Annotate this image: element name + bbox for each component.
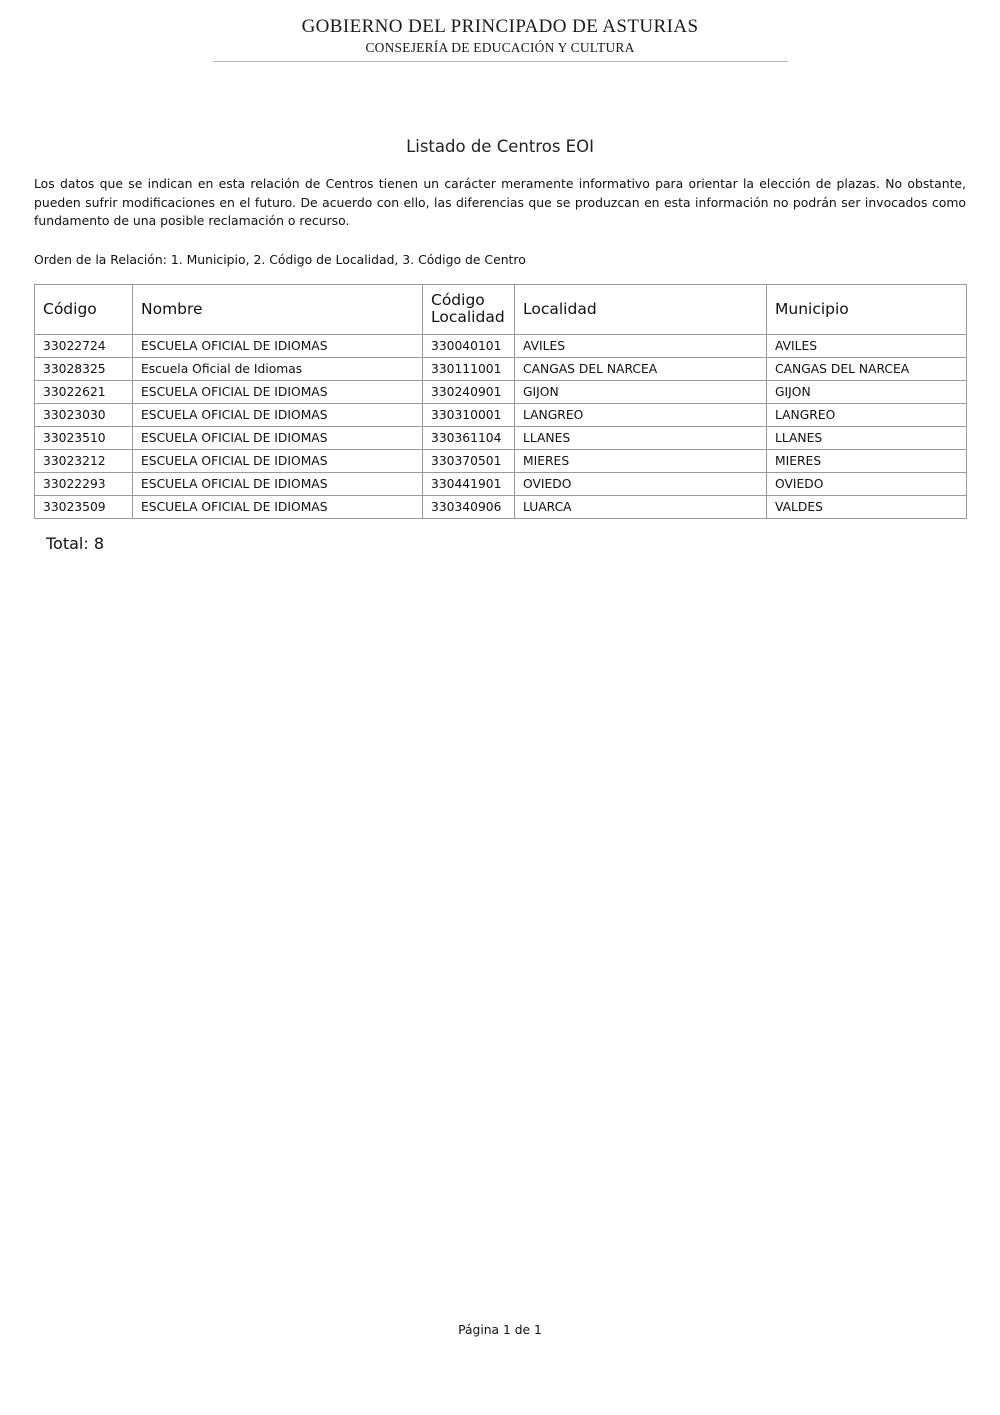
cell-municipio: AVILES xyxy=(767,334,967,357)
cell-municipio: MIERES xyxy=(767,449,967,472)
cell-codigo: 33023212 xyxy=(35,449,133,472)
cell-municipio: VALDES xyxy=(767,495,967,518)
document-header xyxy=(0,0,1000,62)
cell-localidad: MIERES xyxy=(515,449,767,472)
cell-codigo-localidad: 330370501 xyxy=(423,449,515,472)
cell-codigo: 33023509 xyxy=(35,495,133,518)
table-row xyxy=(35,380,967,403)
cell-nombre: ESCUELA OFICIAL DE IDIOMAS xyxy=(133,380,423,403)
cell-codigo-localidad: 330441901 xyxy=(423,472,515,495)
cell-nombre: ESCUELA OFICIAL DE IDIOMAS xyxy=(133,426,423,449)
cell-codigo-localidad: 330240901 xyxy=(423,380,515,403)
cell-codigo: 33022724 xyxy=(35,334,133,357)
total-label: Total: 8 xyxy=(46,533,105,553)
cell-codigo: 33022621 xyxy=(35,380,133,403)
cell-nombre: ESCUELA OFICIAL DE IDIOMAS xyxy=(133,334,423,357)
cell-localidad: LANGREO xyxy=(515,403,767,426)
cell-codigo: 33023030 xyxy=(35,403,133,426)
cell-municipio: GIJON xyxy=(767,380,967,403)
intro-paragraph: Los datos que se indican en esta relación de Centros tienen un carácter meramente informativo para orientar la elección de plazas. No obstante, pueden sufrir modificaciones en el futuro. De acuerdo con ello, las diferencias que se produzcan en esta información no podrán ser invocados como fundamento de una posible reclamación o recurso. xyxy=(34,176,966,229)
table-body xyxy=(35,334,967,518)
cell-codigo: 33028325 xyxy=(35,357,133,380)
cell-localidad: CANGAS DEL NARCEA xyxy=(515,357,767,380)
column-header-nombre: Nombre xyxy=(133,284,423,334)
cell-localidad: LLANES xyxy=(515,426,767,449)
cell-municipio: LLANES xyxy=(767,426,967,449)
column-header-codigo: Código xyxy=(35,284,133,334)
cell-codigo: 33023510 xyxy=(35,426,133,449)
table-row xyxy=(35,334,967,357)
column-header-municipio: Municipio xyxy=(767,284,967,334)
table-header-row xyxy=(35,284,967,334)
cell-nombre: ESCUELA OFICIAL DE IDIOMAS xyxy=(133,449,423,472)
cell-municipio: OVIEDO xyxy=(767,472,967,495)
cell-localidad: GIJON xyxy=(515,380,767,403)
document-body xyxy=(34,175,966,553)
table-header xyxy=(35,284,967,334)
cell-nombre: ESCUELA OFICIAL DE IDIOMAS xyxy=(133,495,423,518)
table-row xyxy=(35,449,967,472)
header-department: CONSEJERÍA DE EDUCACIÓN Y CULTURA xyxy=(365,40,635,55)
cell-codigo-localidad: 330310001 xyxy=(423,403,515,426)
header-organization: GOBIERNO DEL PRINCIPADO DE ASTURIAS xyxy=(301,16,699,37)
cell-codigo-localidad: 330340906 xyxy=(423,495,515,518)
table-row xyxy=(35,403,967,426)
column-header-codigo-localidad: Código Localidad xyxy=(423,284,515,334)
cell-localidad: AVILES xyxy=(515,334,767,357)
cell-codigo-localidad: 330111001 xyxy=(423,357,515,380)
cell-municipio: LANGREO xyxy=(767,403,967,426)
table-row xyxy=(35,357,967,380)
table-row xyxy=(35,472,967,495)
centros-table xyxy=(34,284,967,519)
cell-codigo: 33022293 xyxy=(35,472,133,495)
column-header-localidad: Localidad xyxy=(515,284,767,334)
cell-municipio: CANGAS DEL NARCEA xyxy=(767,357,967,380)
page-title: Listado de Centros EOI xyxy=(406,137,594,156)
cell-nombre: ESCUELA OFICIAL DE IDIOMAS xyxy=(133,403,423,426)
header-divider xyxy=(213,61,788,62)
table-row xyxy=(35,426,967,449)
order-line: Orden de la Relación: 1. Municipio, 2. Código de Localidad, 3. Código de Centro xyxy=(34,251,526,267)
cell-localidad: LUARCA xyxy=(515,495,767,518)
page-footer: Página 1 de 1 xyxy=(458,1323,542,1337)
table-row xyxy=(35,495,967,518)
cell-codigo-localidad: 330361104 xyxy=(423,426,515,449)
cell-codigo-localidad: 330040101 xyxy=(423,334,515,357)
cell-nombre: ESCUELA OFICIAL DE IDIOMAS xyxy=(133,472,423,495)
cell-nombre: Escuela Oficial de Idiomas xyxy=(133,357,423,380)
cell-localidad: OVIEDO xyxy=(515,472,767,495)
